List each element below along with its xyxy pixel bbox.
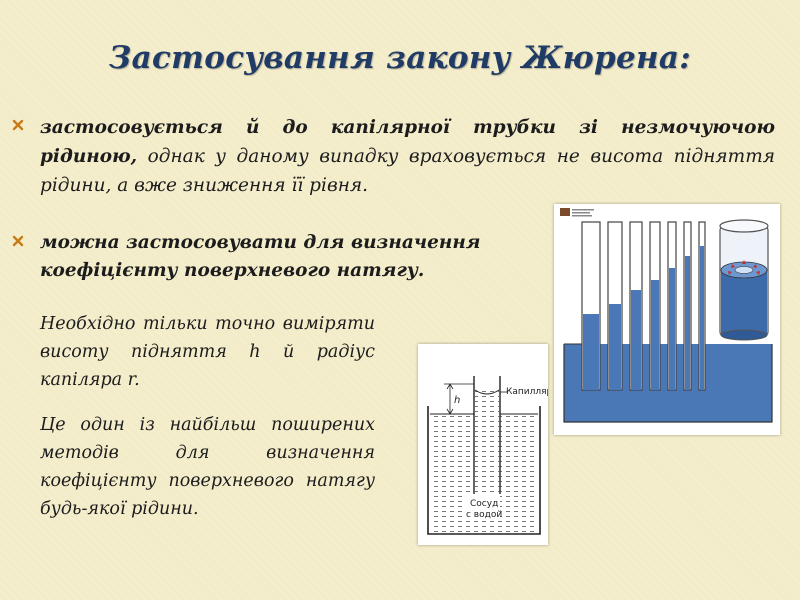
cross-bullet-icon xyxy=(12,119,24,135)
paragraph-measure: Необхідно тільки точно виміряти висоту підняття h й радіус капіляра r. xyxy=(40,314,375,390)
capillary-vessel-diagram xyxy=(418,344,548,545)
beaker-icon xyxy=(720,220,768,340)
cross-bullet-icon xyxy=(12,235,24,251)
bullet-1-rest: однак у даному випадку враховується не висота підняття рідини, а вже зниження її рівня. xyxy=(40,146,775,196)
vessel-label-line2: с водой xyxy=(466,510,503,520)
slide-title: Застосування закону Жюрена: xyxy=(108,40,692,76)
capillary-tubes-illustration xyxy=(554,204,780,435)
bullet-2-text: можна застосовувати для визначення коефіцієнту поверхневого натягу. xyxy=(40,232,481,281)
vessel-label-line1: Сосуд xyxy=(470,499,499,509)
capillary-label: Капилляр xyxy=(506,387,548,397)
publisher-logo-icon xyxy=(560,208,594,217)
paragraph-method: Це один із найбільш поширених методів для визначення коефіцієнту поверхневого натягу будь-якої рідини. xyxy=(40,415,375,519)
bullet-1-text xyxy=(40,113,775,200)
bullet-1-bold: застосовується й до капілярної трубки зі незмочуючою рідиною, xyxy=(40,117,775,167)
height-label: h xyxy=(454,395,461,406)
